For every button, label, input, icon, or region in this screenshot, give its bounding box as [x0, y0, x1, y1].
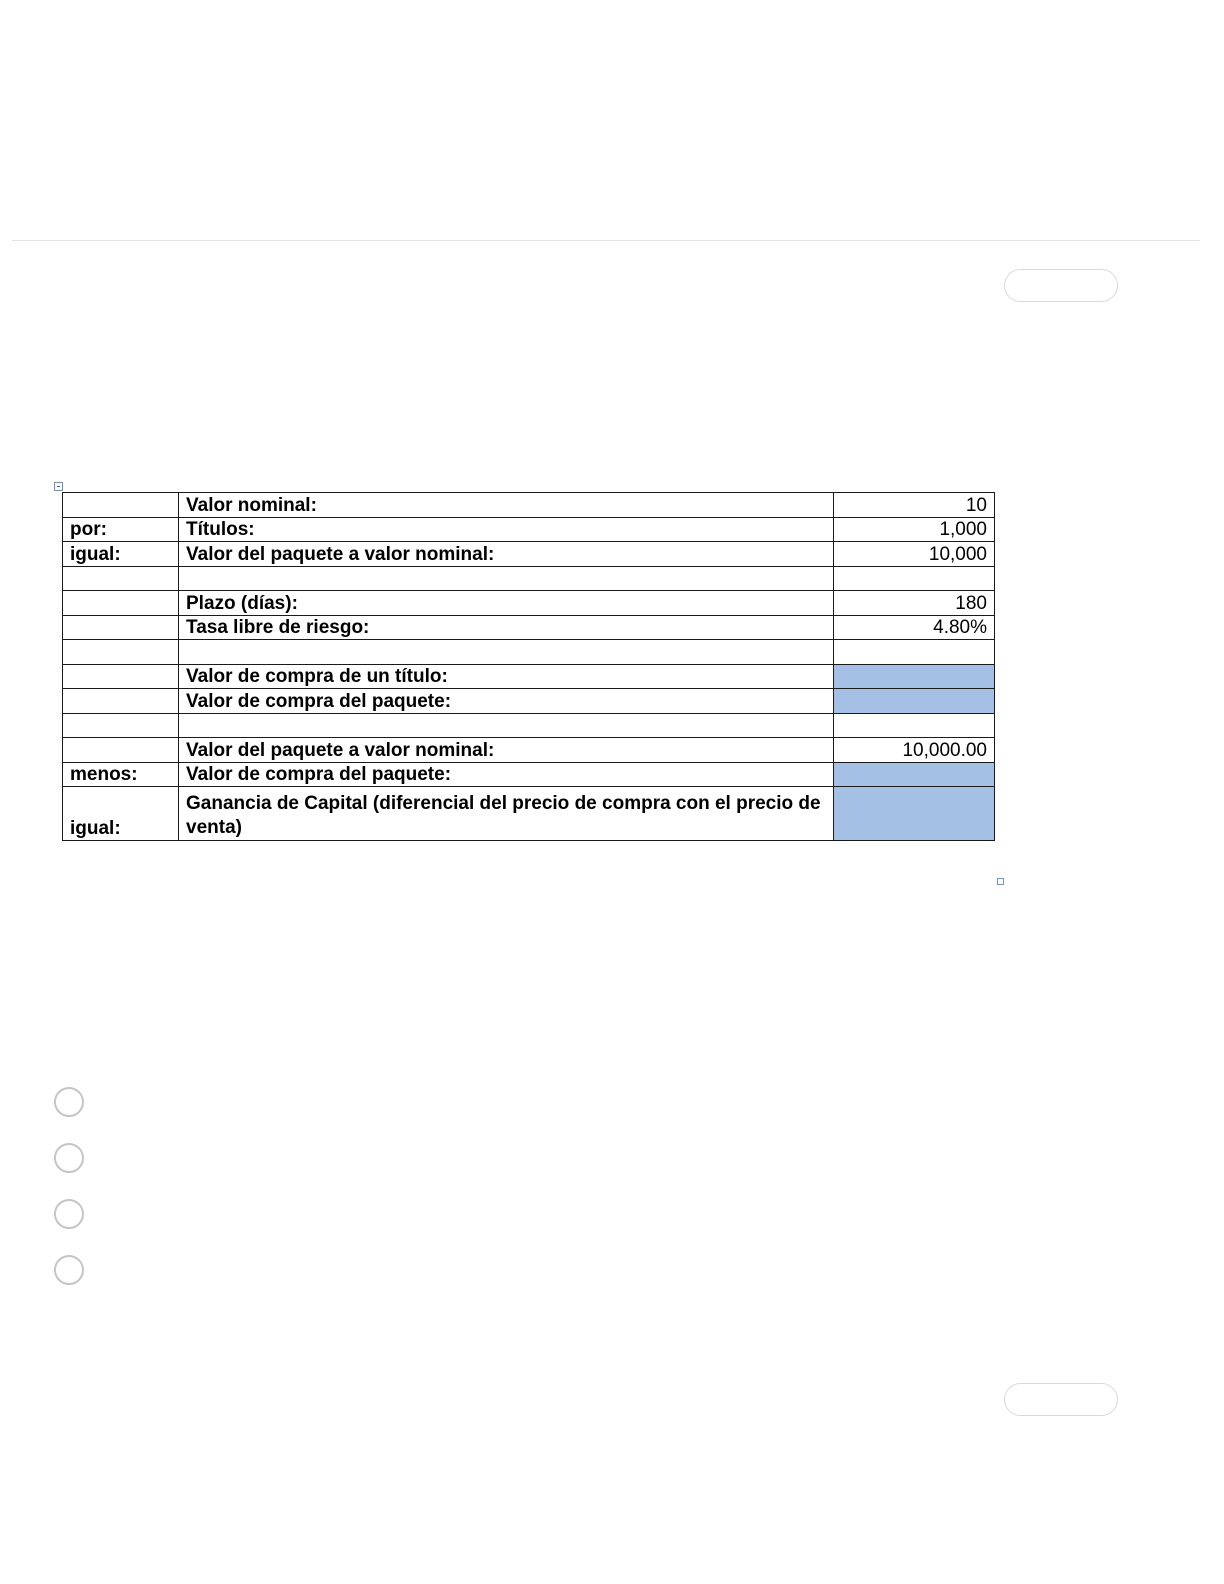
table-row	[63, 689, 995, 714]
table-move-handle-icon[interactable]	[54, 482, 63, 491]
row-value: 1,000	[834, 517, 995, 542]
row-prefix	[63, 591, 179, 616]
row-label	[179, 640, 834, 665]
table-row	[63, 517, 995, 542]
row-label: Títulos:	[179, 517, 834, 542]
row-value	[834, 713, 995, 738]
row-prefix	[63, 664, 179, 689]
row-label: Valor nominal:	[179, 493, 834, 518]
row-prefix	[63, 566, 179, 591]
row-label: Valor de compra de un título:	[179, 664, 834, 689]
answer-option-radio-3[interactable]	[54, 1199, 84, 1229]
spreadsheet-table	[62, 492, 995, 841]
answer-option-radio-4[interactable]	[54, 1255, 84, 1285]
table-row	[63, 738, 995, 763]
table-row	[63, 762, 995, 787]
row-label: Valor de compra del paquete:	[179, 762, 834, 787]
row-value: 4.80%	[834, 615, 995, 640]
table-resize-handle-icon[interactable]	[997, 878, 1004, 885]
row-value: 10,000.00	[834, 738, 995, 763]
row-value	[834, 566, 995, 591]
answer-cell-package-price[interactable]	[834, 689, 995, 714]
row-prefix	[63, 493, 179, 518]
table-row	[63, 664, 995, 689]
table-row	[63, 591, 995, 616]
table-row	[63, 566, 995, 591]
row-prefix	[63, 738, 179, 763]
row-prefix: por:	[63, 517, 179, 542]
answer-cell-package-price-2[interactable]	[834, 762, 995, 787]
answer-cell-unit-price[interactable]	[834, 664, 995, 689]
row-value	[834, 640, 995, 665]
row-prefix	[63, 640, 179, 665]
row-label	[179, 713, 834, 738]
row-value: 180	[834, 591, 995, 616]
answer-cell-capital-gain[interactable]	[834, 787, 995, 841]
row-prefix: menos:	[63, 762, 179, 787]
row-label	[179, 566, 834, 591]
table-row	[63, 542, 995, 567]
answer-option-radio-1[interactable]	[54, 1087, 84, 1117]
row-label: Valor del paquete a valor nominal:	[179, 738, 834, 763]
row-prefix: igual:	[63, 787, 179, 841]
table-row	[63, 493, 995, 518]
table-row	[63, 640, 995, 665]
row-prefix	[63, 713, 179, 738]
row-label: Ganancia de Capital (diferencial del precio de compra con el precio de venta)	[179, 787, 834, 841]
row-value: 10	[834, 493, 995, 518]
row-value: 10,000	[834, 542, 995, 567]
answer-options	[54, 1087, 84, 1311]
row-label: Tasa libre de riesgo:	[179, 615, 834, 640]
answer-option-radio-2[interactable]	[54, 1143, 84, 1173]
row-label: Plazo (días):	[179, 591, 834, 616]
row-prefix: igual:	[63, 542, 179, 567]
top-pill-button[interactable]	[1004, 269, 1118, 302]
table-row	[63, 787, 995, 841]
bottom-pill-button[interactable]	[1004, 1383, 1118, 1416]
row-label: Valor de compra del paquete:	[179, 689, 834, 714]
table-row	[63, 615, 995, 640]
row-label: Valor del paquete a valor nominal:	[179, 542, 834, 567]
table-row	[63, 713, 995, 738]
section-divider	[12, 240, 1200, 241]
row-prefix	[63, 689, 179, 714]
row-prefix	[63, 615, 179, 640]
